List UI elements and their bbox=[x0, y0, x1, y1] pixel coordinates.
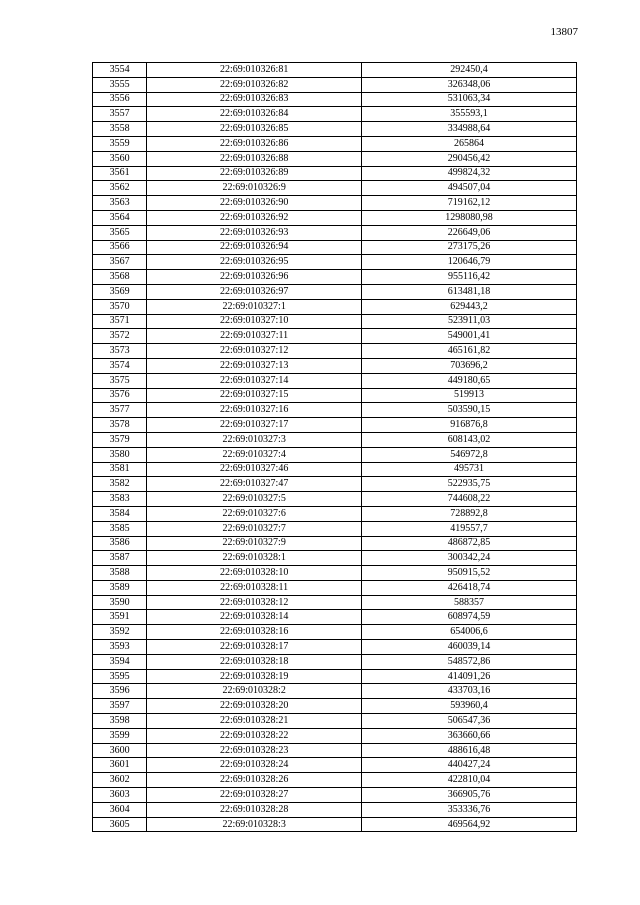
table-row bbox=[93, 373, 577, 388]
row-number-cell: 3604 bbox=[93, 802, 147, 817]
row-number-cell: 3559 bbox=[93, 136, 147, 151]
cadastral-number-cell: 22:69:010326:96 bbox=[147, 270, 362, 285]
page-number: 13807 bbox=[550, 26, 578, 38]
cadastral-value-cell: 950915,52 bbox=[362, 566, 577, 581]
cadastral-number-cell: 22:69:010327:11 bbox=[147, 329, 362, 344]
cadastral-number-cell: 22:69:010326:95 bbox=[147, 255, 362, 270]
cadastral-number-cell: 22:69:010328:28 bbox=[147, 802, 362, 817]
cadastral-value-cell: 728892,8 bbox=[362, 506, 577, 521]
table-row bbox=[93, 329, 577, 344]
cadastral-value-cell: 465161,82 bbox=[362, 344, 577, 359]
cadastral-value-cell: 519913 bbox=[362, 388, 577, 403]
cadastral-number-cell: 22:69:010328:11 bbox=[147, 580, 362, 595]
cadastral-value-cell: 422810,04 bbox=[362, 773, 577, 788]
table-row bbox=[93, 669, 577, 684]
row-number-cell: 3588 bbox=[93, 566, 147, 581]
table-row bbox=[93, 773, 577, 788]
row-number-cell: 3566 bbox=[93, 240, 147, 255]
cadastral-number-cell: 22:69:010328:3 bbox=[147, 817, 362, 832]
table-row bbox=[93, 684, 577, 699]
table-row bbox=[93, 492, 577, 507]
table-row bbox=[93, 240, 577, 255]
row-number-cell: 3589 bbox=[93, 580, 147, 595]
table-row bbox=[93, 432, 577, 447]
row-number-cell: 3572 bbox=[93, 329, 147, 344]
table-row bbox=[93, 255, 577, 270]
cadastral-value-cell: 744608,22 bbox=[362, 492, 577, 507]
row-number-cell: 3560 bbox=[93, 151, 147, 166]
cadastral-number-cell: 22:69:010326:89 bbox=[147, 166, 362, 181]
cadastral-value-cell: 366905,76 bbox=[362, 788, 577, 803]
cadastral-number-cell: 22:69:010328:19 bbox=[147, 669, 362, 684]
table-row bbox=[93, 595, 577, 610]
cadastral-value-cell: 916876,8 bbox=[362, 418, 577, 433]
table-row bbox=[93, 654, 577, 669]
row-number-cell: 3600 bbox=[93, 743, 147, 758]
cadastral-value-cell: 469564,92 bbox=[362, 817, 577, 832]
row-number-cell: 3558 bbox=[93, 122, 147, 137]
cadastral-value-cell: 588357 bbox=[362, 595, 577, 610]
table-row bbox=[93, 63, 577, 78]
cadastral-value-cell: 419557,7 bbox=[362, 521, 577, 536]
row-number-cell: 3591 bbox=[93, 610, 147, 625]
row-number-cell: 3568 bbox=[93, 270, 147, 285]
cadastral-value-cell: 546972,8 bbox=[362, 447, 577, 462]
row-number-cell: 3574 bbox=[93, 358, 147, 373]
row-number-cell: 3571 bbox=[93, 314, 147, 329]
row-number-cell: 3601 bbox=[93, 758, 147, 773]
cadastral-number-cell: 22:69:010328:24 bbox=[147, 758, 362, 773]
table-row bbox=[93, 388, 577, 403]
row-number-cell: 3556 bbox=[93, 92, 147, 107]
table-body bbox=[93, 63, 577, 832]
row-number-cell: 3583 bbox=[93, 492, 147, 507]
cadastral-value-cell: 523911,03 bbox=[362, 314, 577, 329]
cadastral-number-cell: 22:69:010326:92 bbox=[147, 210, 362, 225]
cadastral-number-cell: 22:69:010327:17 bbox=[147, 418, 362, 433]
table-row bbox=[93, 196, 577, 211]
cadastral-value-cell: 494507,04 bbox=[362, 181, 577, 196]
row-number-cell: 3593 bbox=[93, 640, 147, 655]
cadastral-value-cell: 265864 bbox=[362, 136, 577, 151]
cadastral-value-cell: 531063,34 bbox=[362, 92, 577, 107]
cadastral-value-cell: 326348,06 bbox=[362, 77, 577, 92]
row-number-cell: 3590 bbox=[93, 595, 147, 610]
table-row bbox=[93, 358, 577, 373]
cadastral-number-cell: 22:69:010326:9 bbox=[147, 181, 362, 196]
table-row bbox=[93, 225, 577, 240]
row-number-cell: 3573 bbox=[93, 344, 147, 359]
cadastral-number-cell: 22:69:010326:81 bbox=[147, 63, 362, 78]
table-row bbox=[93, 284, 577, 299]
cadastral-value-cell: 548572,86 bbox=[362, 654, 577, 669]
cadastral-value-cell: 613481,18 bbox=[362, 284, 577, 299]
row-number-cell: 3561 bbox=[93, 166, 147, 181]
cadastral-number-cell: 22:69:010326:86 bbox=[147, 136, 362, 151]
cadastral-number-cell: 22:69:010327:12 bbox=[147, 344, 362, 359]
cadastral-value-cell: 495731 bbox=[362, 462, 577, 477]
cadastral-number-cell: 22:69:010327:14 bbox=[147, 373, 362, 388]
row-number-cell: 3570 bbox=[93, 299, 147, 314]
cadastral-value-cell: 703696,2 bbox=[362, 358, 577, 373]
table-row bbox=[93, 107, 577, 122]
cadastral-number-cell: 22:69:010328:23 bbox=[147, 743, 362, 758]
row-number-cell: 3595 bbox=[93, 669, 147, 684]
cadastral-value-cell: 226649,06 bbox=[362, 225, 577, 240]
cadastral-value-cell: 120646,79 bbox=[362, 255, 577, 270]
table-row bbox=[93, 270, 577, 285]
table-row bbox=[93, 758, 577, 773]
table-row bbox=[93, 77, 577, 92]
table-row bbox=[93, 122, 577, 137]
cadastral-value-cell: 292450,4 bbox=[362, 63, 577, 78]
table-row bbox=[93, 743, 577, 758]
cadastral-number-cell: 22:69:010327:15 bbox=[147, 388, 362, 403]
table-row bbox=[93, 136, 577, 151]
table-row bbox=[93, 506, 577, 521]
table-row bbox=[93, 580, 577, 595]
cadastral-value-cell: 608974,59 bbox=[362, 610, 577, 625]
cadastral-number-cell: 22:69:010327:4 bbox=[147, 447, 362, 462]
cadastral-number-cell: 22:69:010328:21 bbox=[147, 714, 362, 729]
cadastral-number-cell: 22:69:010326:97 bbox=[147, 284, 362, 299]
cadastral-number-cell: 22:69:010326:94 bbox=[147, 240, 362, 255]
row-number-cell: 3577 bbox=[93, 403, 147, 418]
table-row bbox=[93, 299, 577, 314]
cadastral-number-cell: 22:69:010328:12 bbox=[147, 595, 362, 610]
row-number-cell: 3555 bbox=[93, 77, 147, 92]
cadastral-value-cell: 549001,41 bbox=[362, 329, 577, 344]
cadastral-value-cell: 506547,36 bbox=[362, 714, 577, 729]
row-number-cell: 3603 bbox=[93, 788, 147, 803]
cadastral-value-cell: 499824,32 bbox=[362, 166, 577, 181]
cadastral-number-cell: 22:69:010328:1 bbox=[147, 551, 362, 566]
cadastral-value-cell: 363660,66 bbox=[362, 728, 577, 743]
row-number-cell: 3564 bbox=[93, 210, 147, 225]
cadastral-number-cell: 22:69:010326:82 bbox=[147, 77, 362, 92]
row-number-cell: 3598 bbox=[93, 714, 147, 729]
cadastral-value-cell: 719162,12 bbox=[362, 196, 577, 211]
cadastral-number-cell: 22:69:010326:93 bbox=[147, 225, 362, 240]
cadastral-number-cell: 22:69:010328:2 bbox=[147, 684, 362, 699]
table-row bbox=[93, 462, 577, 477]
cadastral-value-cell: 353336,76 bbox=[362, 802, 577, 817]
cadastral-value-cell: 273175,26 bbox=[362, 240, 577, 255]
cadastral-value-cell: 629443,2 bbox=[362, 299, 577, 314]
table-row bbox=[93, 314, 577, 329]
row-number-cell: 3576 bbox=[93, 388, 147, 403]
table-row bbox=[93, 802, 577, 817]
row-number-cell: 3586 bbox=[93, 536, 147, 551]
table-row bbox=[93, 403, 577, 418]
table-row bbox=[93, 714, 577, 729]
cadastral-number-cell: 22:69:010327:6 bbox=[147, 506, 362, 521]
cadastral-value-cell: 300342,24 bbox=[362, 551, 577, 566]
row-number-cell: 3562 bbox=[93, 181, 147, 196]
row-number-cell: 3579 bbox=[93, 432, 147, 447]
cadastral-number-cell: 22:69:010328:26 bbox=[147, 773, 362, 788]
row-number-cell: 3602 bbox=[93, 773, 147, 788]
table-row bbox=[93, 728, 577, 743]
table-row bbox=[93, 477, 577, 492]
cadastral-number-cell: 22:69:010328:17 bbox=[147, 640, 362, 655]
cadastral-number-cell: 22:69:010326:90 bbox=[147, 196, 362, 211]
row-number-cell: 3557 bbox=[93, 107, 147, 122]
cadastral-value-cell: 426418,74 bbox=[362, 580, 577, 595]
row-number-cell: 3582 bbox=[93, 477, 147, 492]
row-number-cell: 3585 bbox=[93, 521, 147, 536]
cadastral-number-cell: 22:69:010327:13 bbox=[147, 358, 362, 373]
cadastral-value-cell: 355593,1 bbox=[362, 107, 577, 122]
cadastral-value-cell: 290456,42 bbox=[362, 151, 577, 166]
cadastral-number-cell: 22:69:010327:7 bbox=[147, 521, 362, 536]
cadastral-number-cell: 22:69:010326:83 bbox=[147, 92, 362, 107]
row-number-cell: 3592 bbox=[93, 625, 147, 640]
row-number-cell: 3565 bbox=[93, 225, 147, 240]
cadastral-number-cell: 22:69:010327:46 bbox=[147, 462, 362, 477]
table-row bbox=[93, 625, 577, 640]
cadastral-value-cell: 503590,15 bbox=[362, 403, 577, 418]
cadastral-value-cell: 488616,48 bbox=[362, 743, 577, 758]
row-number-cell: 3580 bbox=[93, 447, 147, 462]
row-number-cell: 3596 bbox=[93, 684, 147, 699]
table-row bbox=[93, 447, 577, 462]
table-row bbox=[93, 151, 577, 166]
cadastral-value-cell: 1298080,98 bbox=[362, 210, 577, 225]
cadastral-value-table bbox=[92, 62, 577, 832]
table-row bbox=[93, 551, 577, 566]
cadastral-number-cell: 22:69:010327:10 bbox=[147, 314, 362, 329]
table-row bbox=[93, 521, 577, 536]
cadastral-value-cell: 955116,42 bbox=[362, 270, 577, 285]
row-number-cell: 3554 bbox=[93, 63, 147, 78]
cadastral-number-cell: 22:69:010327:9 bbox=[147, 536, 362, 551]
row-number-cell: 3563 bbox=[93, 196, 147, 211]
cadastral-number-cell: 22:69:010327:3 bbox=[147, 432, 362, 447]
table-row bbox=[93, 181, 577, 196]
table-row bbox=[93, 610, 577, 625]
cadastral-value-cell: 522935,75 bbox=[362, 477, 577, 492]
row-number-cell: 3575 bbox=[93, 373, 147, 388]
table-row bbox=[93, 699, 577, 714]
cadastral-number-cell: 22:69:010327:16 bbox=[147, 403, 362, 418]
cadastral-number-cell: 22:69:010326:88 bbox=[147, 151, 362, 166]
cadastral-number-cell: 22:69:010327:5 bbox=[147, 492, 362, 507]
table-row bbox=[93, 788, 577, 803]
table-row bbox=[93, 344, 577, 359]
row-number-cell: 3578 bbox=[93, 418, 147, 433]
cadastral-value-cell: 433703,16 bbox=[362, 684, 577, 699]
cadastral-number-cell: 22:69:010326:84 bbox=[147, 107, 362, 122]
table-row bbox=[93, 418, 577, 433]
cadastral-value-cell: 440427,24 bbox=[362, 758, 577, 773]
row-number-cell: 3599 bbox=[93, 728, 147, 743]
table-row bbox=[93, 640, 577, 655]
cadastral-value-cell: 460039,14 bbox=[362, 640, 577, 655]
table-row bbox=[93, 92, 577, 107]
cadastral-number-cell: 22:69:010328:22 bbox=[147, 728, 362, 743]
cadastral-number-cell: 22:69:010328:16 bbox=[147, 625, 362, 640]
row-number-cell: 3605 bbox=[93, 817, 147, 832]
cadastral-value-cell: 449180,65 bbox=[362, 373, 577, 388]
cadastral-value-cell: 593960,4 bbox=[362, 699, 577, 714]
table-row bbox=[93, 536, 577, 551]
row-number-cell: 3597 bbox=[93, 699, 147, 714]
cadastral-number-cell: 22:69:010328:10 bbox=[147, 566, 362, 581]
table-row bbox=[93, 166, 577, 181]
cadastral-value-cell: 486872,85 bbox=[362, 536, 577, 551]
cadastral-number-cell: 22:69:010328:14 bbox=[147, 610, 362, 625]
table-row bbox=[93, 817, 577, 832]
table-row bbox=[93, 566, 577, 581]
cadastral-value-cell: 414091,26 bbox=[362, 669, 577, 684]
row-number-cell: 3594 bbox=[93, 654, 147, 669]
cadastral-value-cell: 608143,02 bbox=[362, 432, 577, 447]
row-number-cell: 3567 bbox=[93, 255, 147, 270]
cadastral-number-cell: 22:69:010327:1 bbox=[147, 299, 362, 314]
row-number-cell: 3569 bbox=[93, 284, 147, 299]
cadastral-number-cell: 22:69:010328:18 bbox=[147, 654, 362, 669]
table-row bbox=[93, 210, 577, 225]
cadastral-number-cell: 22:69:010327:47 bbox=[147, 477, 362, 492]
row-number-cell: 3581 bbox=[93, 462, 147, 477]
row-number-cell: 3584 bbox=[93, 506, 147, 521]
cadastral-value-cell: 654006,6 bbox=[362, 625, 577, 640]
cadastral-value-cell: 334988,64 bbox=[362, 122, 577, 137]
cadastral-number-cell: 22:69:010328:20 bbox=[147, 699, 362, 714]
row-number-cell: 3587 bbox=[93, 551, 147, 566]
cadastral-number-cell: 22:69:010326:85 bbox=[147, 122, 362, 137]
cadastral-number-cell: 22:69:010328:27 bbox=[147, 788, 362, 803]
